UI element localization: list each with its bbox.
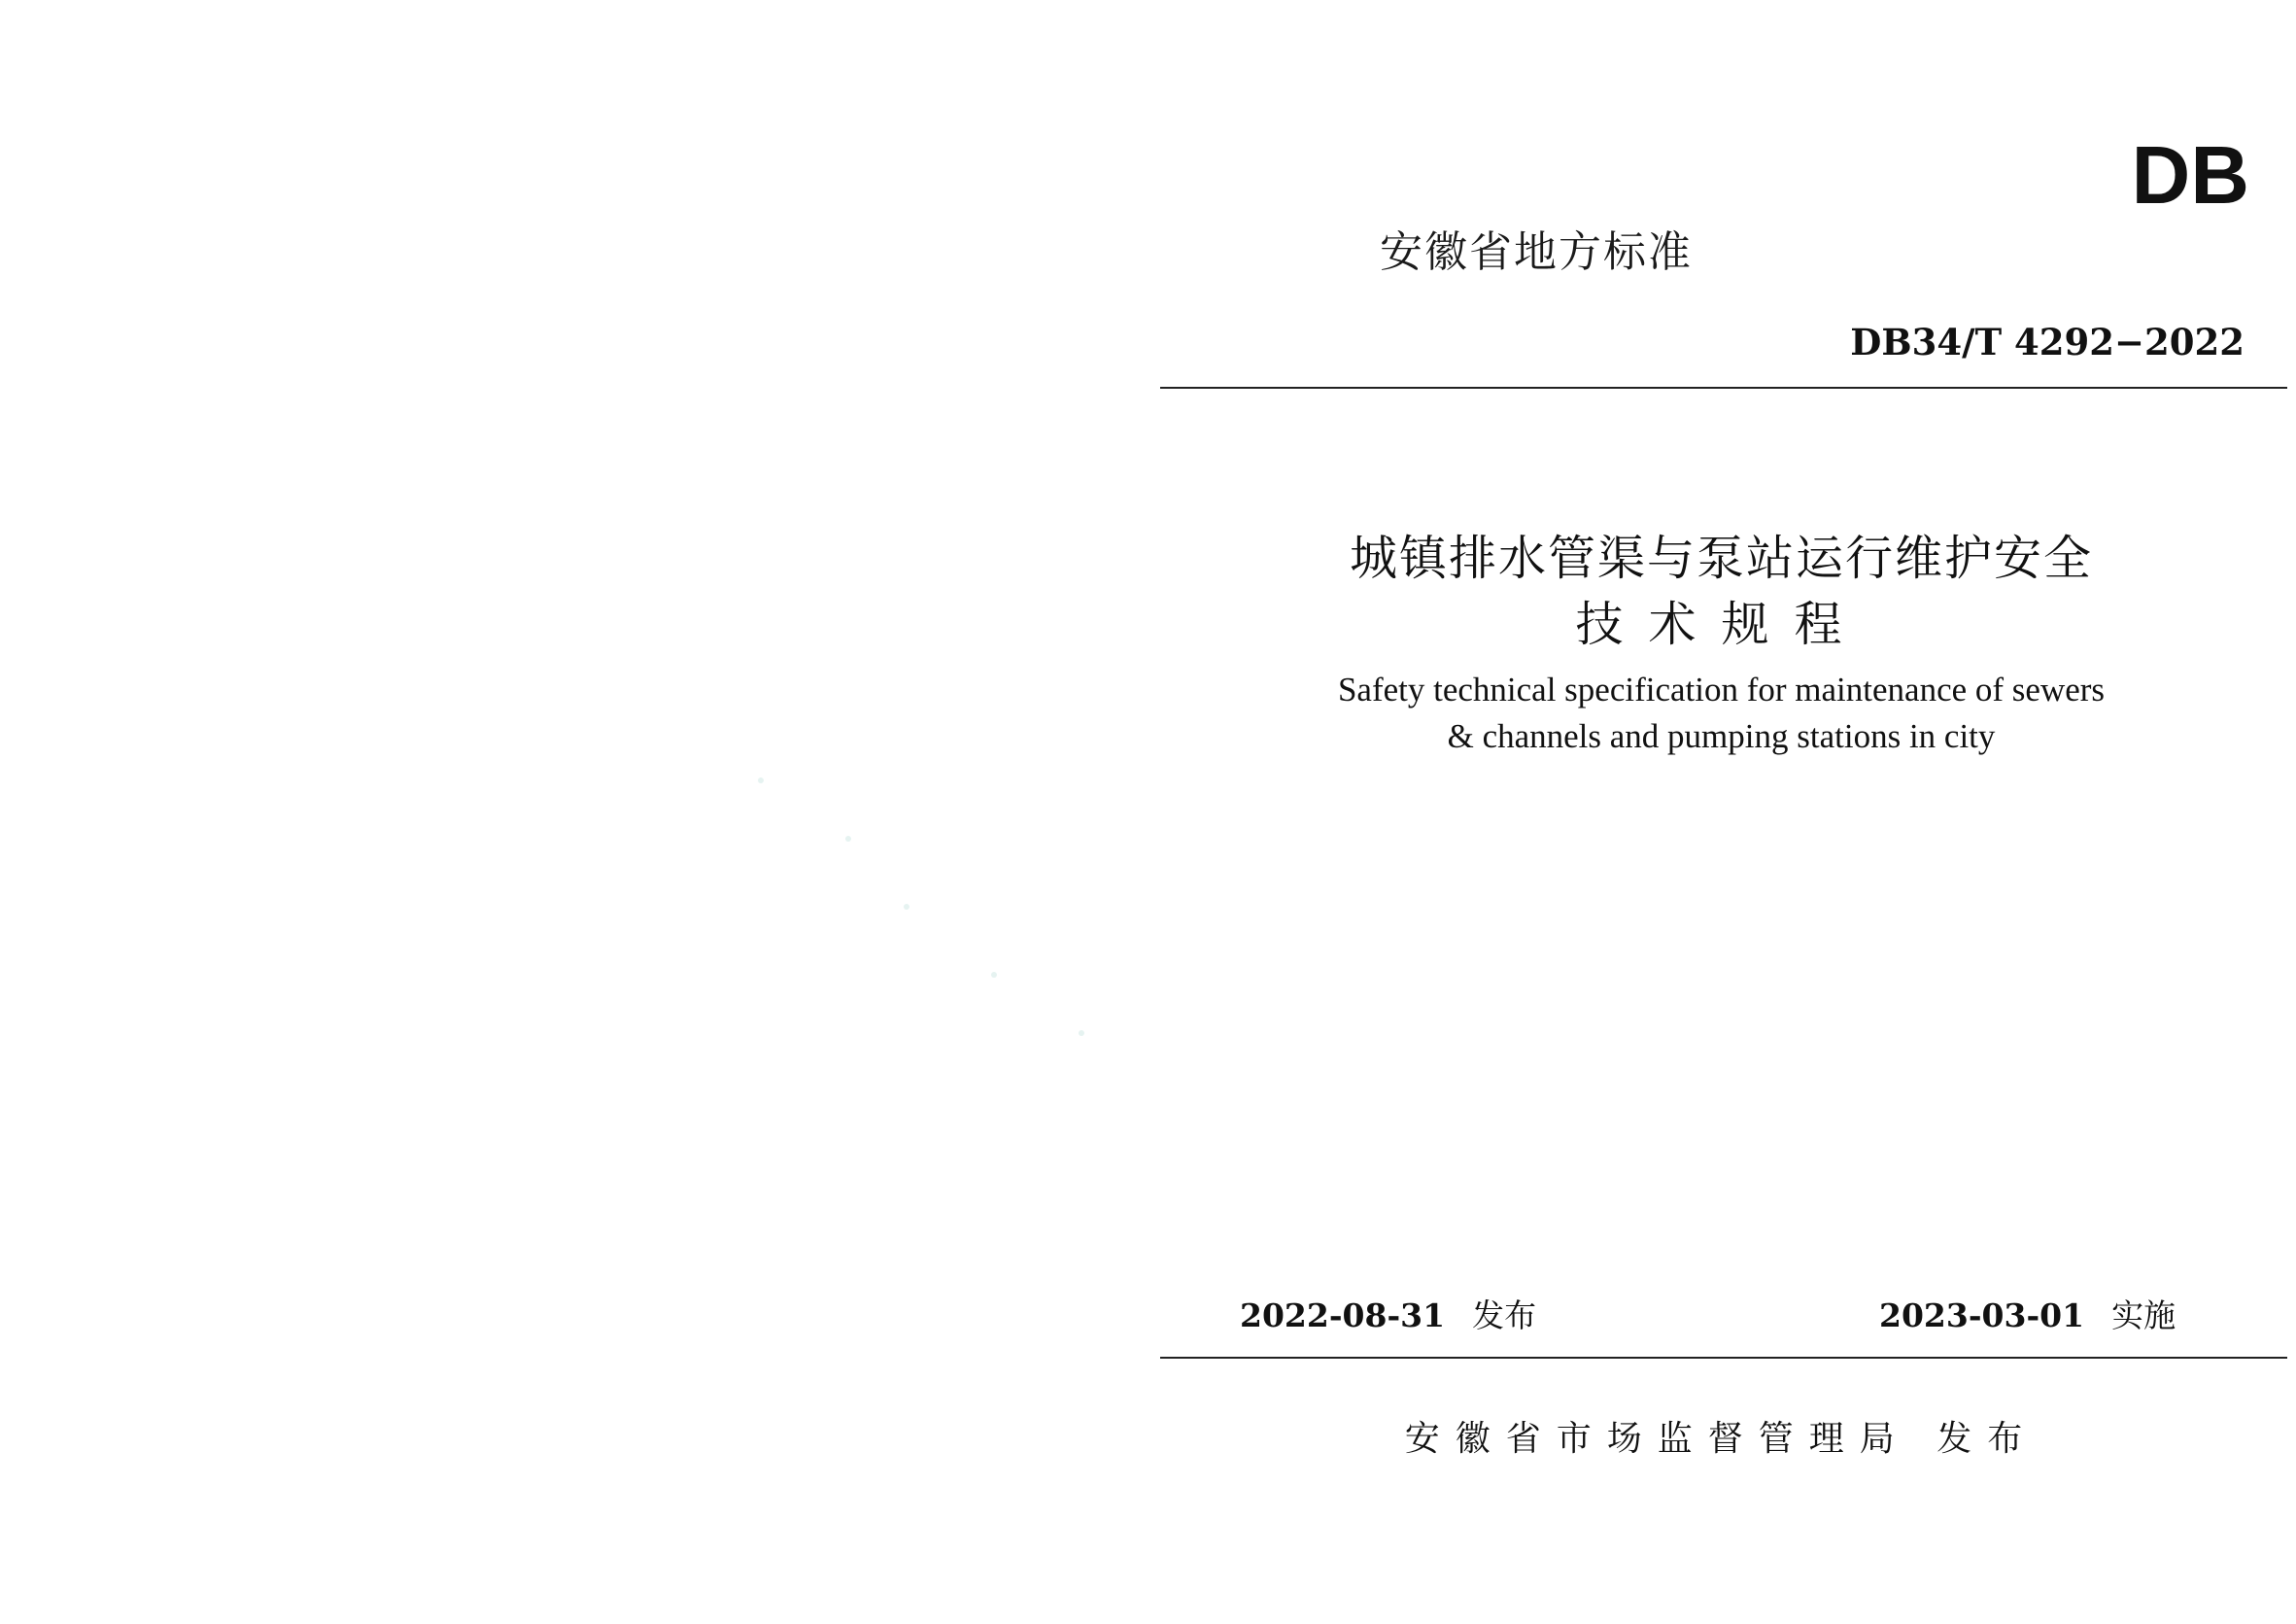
title-en-line2: & channels and pumping stations in city [1447,717,1996,755]
watermark-speck [991,972,997,978]
watermark-speck [904,904,909,910]
issue-label: 发布 [1472,1296,1537,1334]
db-mark: DB [2131,129,2249,221]
province-standard-label: 安徽省地方标准 [1380,227,1693,277]
watermark-speck [1079,1030,1084,1036]
cover-page [1147,0,2296,1624]
title-en-line1: Safety technical specification for maintenance of sewers [1337,671,2106,708]
title-cn-line1: 城镇排水管渠与泵站运行维护安全 [1349,531,2093,586]
implement-date: 2023-03-01 [1879,1296,2085,1334]
implement-label: 实施 [2111,1296,2176,1334]
watermark-speck [845,836,851,842]
publisher: 安徽省市场监督管理局 发布 [1404,1419,2039,1459]
issue-date: 2022-08-31 [1240,1296,1446,1334]
title-cn-line2: 技术规程 [1575,597,1868,652]
top-divider [1160,387,2287,389]
issue-date-block [1240,1291,1536,1336]
watermark-speck [758,777,764,783]
standard-number: DB34/T 4292−2022 [1850,321,2245,363]
bottom-divider [1160,1357,2287,1359]
blank-left-page [0,0,1147,1624]
implement-date-block [1879,1291,2176,1336]
